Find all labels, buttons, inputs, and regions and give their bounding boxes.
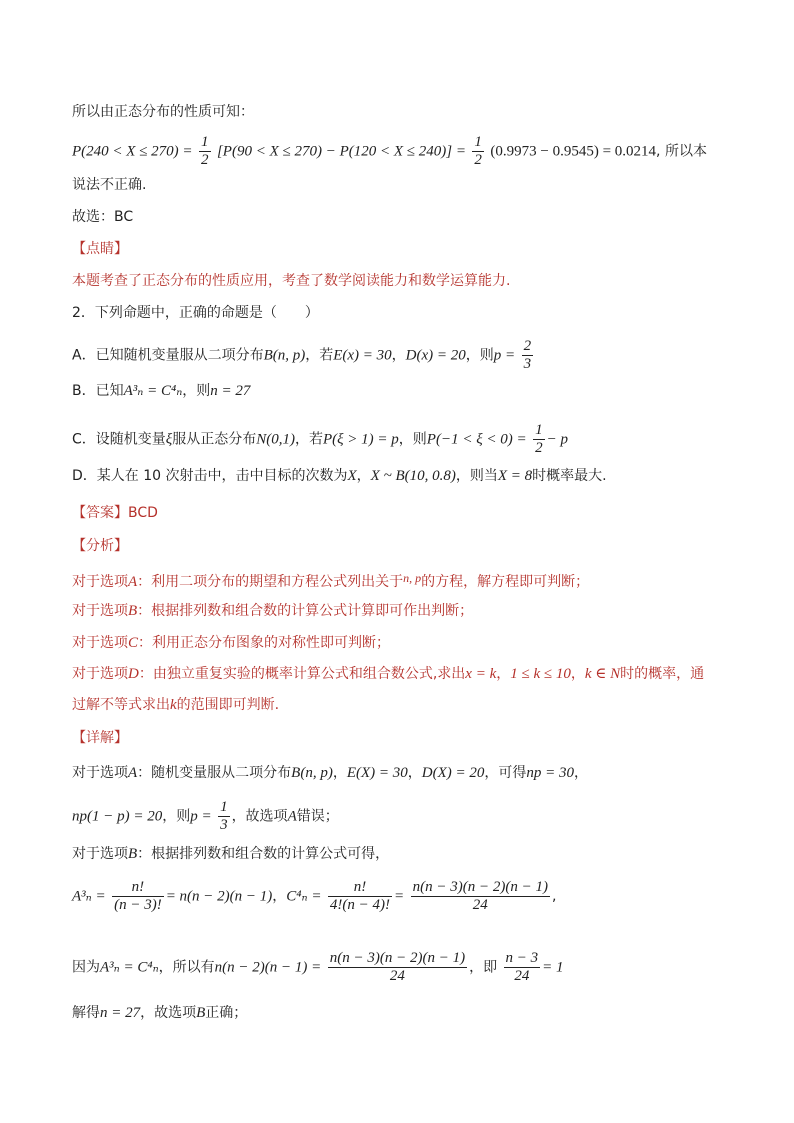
text-line <box>72 102 254 122</box>
section-heading <box>72 239 128 259</box>
text: ，则 <box>162 808 191 825</box>
text: ， <box>272 888 287 905</box>
fraction <box>328 879 392 914</box>
detail-line <box>72 763 588 783</box>
math: A³ₙ = C⁴ₙ <box>123 383 183 399</box>
math: n = 27 <box>100 1005 141 1021</box>
text-line <box>72 207 133 227</box>
text: ，若 <box>294 431 323 448</box>
math: A³ₙ = C⁴ₙ <box>100 959 159 976</box>
formula-line <box>72 134 707 169</box>
text: ：随机变量服从二项分布 <box>137 765 292 781</box>
text: 解得 <box>72 1005 100 1021</box>
text: ，所以有 <box>158 959 215 976</box>
math: (0.9973 − 0.9545) = 0.0214 <box>490 143 657 160</box>
option-a <box>72 338 535 373</box>
text: 错误； <box>296 808 339 825</box>
numerator: n! <box>328 879 392 897</box>
text: 的方程，解方程即可判断； <box>421 574 590 590</box>
detail-line <box>72 1003 247 1023</box>
denominator: 24 <box>514 968 530 984</box>
math: P(−1 < ξ < 0) = <box>426 431 527 448</box>
math: B <box>128 846 138 862</box>
text: ， <box>496 666 511 682</box>
text: 2．下列命题中，正确的命题是（ ） <box>72 305 319 321</box>
text: 时的概率，通 <box>620 666 705 682</box>
text: ，可得 <box>484 765 527 781</box>
analysis-line <box>72 695 279 715</box>
text: ，即 <box>469 959 498 976</box>
fraction <box>522 338 534 373</box>
math: E(X) = 30 <box>346 765 408 781</box>
text: ，故选项 <box>231 808 288 825</box>
text: ， <box>356 468 371 484</box>
analysis-line <box>72 664 704 684</box>
math: B(n, p) <box>291 765 333 781</box>
text: D．某人在 10 次射击中，击中目标的次数为 <box>72 468 348 484</box>
text: ：利用正态分布图象的对称性即可判断； <box>138 635 391 651</box>
text-line <box>72 271 510 291</box>
fraction <box>504 950 541 985</box>
math: B(n, p) <box>263 347 306 364</box>
option-d <box>72 466 607 486</box>
detail-line <box>72 844 389 864</box>
math: 1 ≤ k ≤ 10 <box>510 666 571 682</box>
analysis-line <box>72 633 390 653</box>
formula-line <box>72 950 564 985</box>
fraction <box>472 134 484 169</box>
denominator: 24 <box>472 897 488 913</box>
text: ，故选项 <box>140 1005 197 1021</box>
fraction <box>328 950 467 985</box>
answer-text: 【答案】BCD <box>72 505 158 521</box>
denominator: 2 <box>535 440 543 456</box>
math: p = <box>493 347 516 364</box>
detail-line <box>72 799 339 834</box>
text: 对于选项 <box>72 846 128 862</box>
fraction <box>533 422 545 457</box>
math: n, p <box>403 571 422 585</box>
numerator: n − 3 <box>505 950 539 966</box>
math: p = <box>190 808 212 825</box>
question-title <box>72 303 319 323</box>
heading-text: 【详解】 <box>72 730 128 746</box>
option-c <box>72 422 568 457</box>
formula-line <box>72 879 556 914</box>
math: np(1 − p) = 20 <box>72 808 163 825</box>
math: C <box>128 635 139 651</box>
math: P(ξ > 1) = p <box>322 431 399 448</box>
math: np = 30 <box>526 765 574 781</box>
math: E(x) = 30 <box>333 347 392 364</box>
text: ，若 <box>305 347 334 364</box>
text: 说法不正确. <box>72 177 147 193</box>
math: X ~ B(10, 0.8) <box>370 468 456 484</box>
analysis-line <box>72 601 473 621</box>
math: A <box>128 574 138 590</box>
text: , <box>551 888 557 905</box>
text: 对于选项 <box>72 765 128 781</box>
text: ，则当 <box>455 468 498 484</box>
math: n(n − 2)(n − 1) = <box>214 959 322 976</box>
text: ， <box>332 765 347 781</box>
math: X = 8 <box>497 468 533 484</box>
fraction <box>112 879 164 914</box>
numerator: n(n − 3)(n − 2)(n − 1) <box>329 950 466 966</box>
math: B <box>128 603 138 619</box>
numerator: 1 <box>474 134 482 150</box>
math: k ∈ N <box>584 666 621 682</box>
text-line <box>72 175 146 195</box>
text: 的范围即可判断. <box>176 697 280 713</box>
text: ：根据排列数和组合数的计算公式可得， <box>137 846 390 862</box>
math: N(0,1) <box>256 431 295 448</box>
denominator: 2 <box>201 152 209 168</box>
denominator: 4!(n − 4)! <box>329 897 391 913</box>
fraction <box>199 134 211 169</box>
numerator: 1 <box>201 134 209 150</box>
math: x = k <box>465 666 497 682</box>
text: 因为 <box>72 959 100 976</box>
math: A³ₙ = <box>72 888 106 905</box>
section-heading <box>72 728 128 748</box>
text: , 所以本 <box>656 143 707 160</box>
numerator: 1 <box>220 799 228 815</box>
numerator: n(n − 3)(n − 2)(n − 1) <box>412 879 548 895</box>
denominator: 3 <box>523 356 532 372</box>
math: − p <box>546 431 568 448</box>
text: ， <box>570 666 585 682</box>
math: A <box>287 808 297 825</box>
math: = <box>394 888 405 905</box>
text: 对于选项 <box>72 635 128 651</box>
text: ，则 <box>465 347 494 364</box>
heading-text: 【点睛】 <box>72 241 128 257</box>
denominator: 2 <box>474 152 482 168</box>
text: 时概率最大. <box>532 468 607 484</box>
section-heading <box>72 536 128 556</box>
denominator: 24 <box>389 968 405 984</box>
text: ，则 <box>182 383 211 399</box>
text: 本题考查了正态分布的性质应用，考查了数学阅读能力和数学运算能力. <box>72 273 511 289</box>
text: B．已知 <box>72 383 124 399</box>
math: B <box>196 1005 206 1021</box>
text: 对于选项 <box>72 574 128 590</box>
math: = n(n − 2)(n − 1) <box>165 888 273 905</box>
math: k <box>170 697 177 713</box>
text: 故选：BC <box>72 209 134 225</box>
text: 所以由正态分布的性质可知： <box>72 104 254 120</box>
math: A <box>128 765 138 781</box>
math: [P(90 < X ≤ 270) − P(120 < X ≤ 240)] = <box>216 143 466 160</box>
heading-text: 【分析】 <box>72 538 128 554</box>
math: D(x) = 20 <box>405 347 466 364</box>
text: 对于选项 <box>72 666 128 682</box>
math: = 1 <box>542 959 564 976</box>
text: ：根据排列数和组合数的计算公式计算即可作出判断； <box>137 603 474 619</box>
text: 过解不等式求出 <box>72 697 170 713</box>
fraction <box>218 799 230 834</box>
math: X <box>347 468 357 484</box>
option-b <box>72 381 250 401</box>
text: ：利用二项分布的期望和方程公式列出关于 <box>137 574 404 590</box>
text: 服从正态分布 <box>172 431 257 448</box>
text: C．设随机变量 <box>72 431 166 448</box>
numerator: 1 <box>535 422 543 438</box>
math: D(X) = 20 <box>421 765 485 781</box>
text: ：由独立重复实验的概率计算公式和组合数公式,求出 <box>138 666 466 682</box>
math: ξ <box>165 431 173 448</box>
text: ， <box>574 765 588 781</box>
text: ，则 <box>398 431 427 448</box>
fraction <box>411 879 550 914</box>
analysis-line <box>72 568 589 592</box>
text: ， <box>391 347 406 364</box>
text: 对于选项 <box>72 603 128 619</box>
numerator: n! <box>112 879 164 897</box>
text: 正确； <box>205 1005 248 1021</box>
math: D <box>128 666 139 682</box>
denominator: 3 <box>220 817 228 833</box>
text: ， <box>407 765 422 781</box>
math: n = 27 <box>210 383 251 399</box>
denominator: (n − 3)! <box>114 897 162 913</box>
numerator: 2 <box>523 338 532 354</box>
text: A．已知随机变量服从二项分布 <box>72 347 264 364</box>
math: C⁴ₙ = <box>286 888 322 905</box>
math: P(240 < X ≤ 270) = <box>72 143 193 160</box>
answer-line <box>72 503 158 523</box>
